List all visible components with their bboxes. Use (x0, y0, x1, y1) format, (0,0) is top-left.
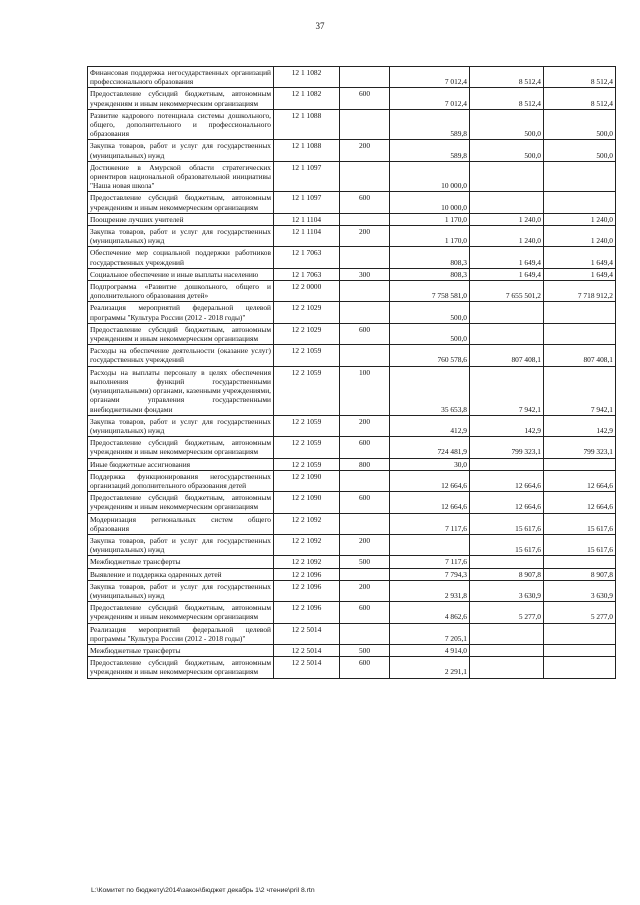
row-code: 12 2 1059 (274, 366, 340, 415)
table-row (88, 470, 616, 491)
row-value-2017: 500,0 (544, 140, 616, 161)
row-code: 12 2 1090 (274, 470, 340, 491)
row-value-2017 (544, 302, 616, 323)
row-value-2016: 1 240,0 (470, 213, 544, 225)
row-name: Закупка товаров, работ и услуг для государственных (муниципальных) нужд (88, 226, 274, 247)
row-name: Предоставление субсидий бюджетным, автономным учреждениям и иным некоммерческим организациям (88, 323, 274, 344)
row-name: Предоставление субсидий бюджетным, автономным учреждениям и иным некоммерческим организациям (88, 492, 274, 513)
row-value-2015: 12 664,6 (390, 470, 470, 491)
row-value-2016: 7 655 501,2 (470, 281, 544, 302)
row-code: 12 2 1092 (274, 513, 340, 534)
row-expense-type: 800 (340, 458, 390, 470)
row-value-2015: 724 481,9 (390, 437, 470, 458)
row-expense-type: 600 (340, 437, 390, 458)
row-code: 12 2 5014 (274, 657, 340, 678)
row-value-2016 (470, 556, 544, 568)
row-value-2017: 8 512,4 (544, 88, 616, 109)
row-code: 12 1 1097 (274, 192, 340, 213)
row-value-2015: 35 653,8 (390, 366, 470, 415)
row-value-2016: 3 630,9 (470, 580, 544, 601)
row-value-2017: 15 617,6 (544, 534, 616, 555)
table-row (88, 226, 616, 247)
page-number: 37 (315, 21, 325, 31)
row-name: Реализация мероприятий федеральной целевой программы "Культура России (2012 - 2018 годы)" (88, 302, 274, 323)
table-row (88, 302, 616, 323)
row-value-2016 (470, 623, 544, 644)
row-value-2015: 1 170,0 (390, 213, 470, 225)
row-value-2016: 500,0 (470, 140, 544, 161)
row-value-2017: 7 718 912,2 (544, 281, 616, 302)
row-expense-type: 100 (340, 366, 390, 415)
row-value-2017: 15 617,6 (544, 513, 616, 534)
table-row (88, 345, 616, 366)
budget-table (87, 66, 616, 679)
row-code: 12 2 1059 (274, 345, 340, 366)
row-code: 12 2 1092 (274, 556, 340, 568)
row-code: 12 2 1029 (274, 323, 340, 344)
row-name: Подпрограмма «Развитие дошкольного, общего и дополнительного образования детей» (88, 281, 274, 302)
table-row (88, 580, 616, 601)
table-row (88, 67, 616, 88)
row-code: 12 1 7063 (274, 268, 340, 280)
row-name: Реализация мероприятий федеральной целевой программы "Культура России (2012 - 2018 годы)" (88, 623, 274, 644)
row-expense-type: 600 (340, 192, 390, 213)
row-value-2016: 15 617,6 (470, 513, 544, 534)
row-value-2017: 142,9 (544, 415, 616, 436)
row-value-2016 (470, 644, 544, 656)
row-expense-type (340, 247, 390, 268)
row-expense-type: 500 (340, 556, 390, 568)
footer-file-path: L:\Комитет по бюджету\2014\закон\бюджет декабрь 1\2 чтение\pril 8.rtn (91, 887, 315, 894)
row-value-2017 (544, 323, 616, 344)
row-value-2016: 15 617,6 (470, 534, 544, 555)
row-name: Обеспечение мер социальной поддержки работников государственных учреждений (88, 247, 274, 268)
row-value-2016: 1 649,4 (470, 247, 544, 268)
table-row (88, 458, 616, 470)
row-value-2017: 7 942,1 (544, 366, 616, 415)
row-value-2016: 5 277,0 (470, 602, 544, 623)
row-value-2017 (544, 161, 616, 192)
row-value-2016: 7 942,1 (470, 366, 544, 415)
row-name: Предоставление субсидий бюджетным, автономным учреждениям и иным некоммерческим организациям (88, 437, 274, 458)
table-row (88, 556, 616, 568)
row-name: Иные бюджетные ассигнования (88, 458, 274, 470)
row-value-2015: 808,3 (390, 268, 470, 280)
row-expense-type: 600 (340, 88, 390, 109)
row-expense-type: 300 (340, 268, 390, 280)
row-code: 12 2 0000 (274, 281, 340, 302)
row-value-2015: 7 117,6 (390, 513, 470, 534)
row-value-2015: 760 578,6 (390, 345, 470, 366)
row-value-2015: 500,0 (390, 302, 470, 323)
table-row (88, 268, 616, 280)
row-value-2016: 807 408,1 (470, 345, 544, 366)
row-value-2016 (470, 161, 544, 192)
row-value-2015: 7 205,1 (390, 623, 470, 644)
row-value-2017 (544, 644, 616, 656)
row-value-2015: 10 000,0 (390, 161, 470, 192)
row-code: 12 2 1059 (274, 415, 340, 436)
row-value-2017 (544, 623, 616, 644)
row-expense-type: 200 (340, 226, 390, 247)
row-value-2016: 12 664,6 (470, 470, 544, 491)
row-code: 12 2 5014 (274, 644, 340, 656)
row-expense-type (340, 67, 390, 88)
row-value-2015: 500,0 (390, 323, 470, 344)
row-name: Предоставление субсидий бюджетным, автономным учреждениям и иным некоммерческим организациям (88, 657, 274, 678)
row-expense-type: 500 (340, 644, 390, 656)
row-name: Выявление и поддержка одаренных детей (88, 568, 274, 580)
table-row (88, 534, 616, 555)
row-value-2015: 7 012,4 (390, 88, 470, 109)
row-name: Закупка товаров, работ и услуг для государственных (муниципальных) нужд (88, 534, 274, 555)
table-row (88, 366, 616, 415)
row-value-2017: 12 664,6 (544, 470, 616, 491)
row-value-2016 (470, 302, 544, 323)
table-row (88, 513, 616, 534)
table-row (88, 192, 616, 213)
row-value-2017: 5 277,0 (544, 602, 616, 623)
table-row (88, 568, 616, 580)
row-value-2017: 500,0 (544, 109, 616, 140)
row-expense-type (340, 513, 390, 534)
row-value-2016 (470, 458, 544, 470)
row-name: Предоставление субсидий бюджетным, автономным учреждениям и иным некоммерческим организациям (88, 192, 274, 213)
row-value-2016: 1 649,4 (470, 268, 544, 280)
row-expense-type (340, 302, 390, 323)
row-value-2017: 799 323,1 (544, 437, 616, 458)
row-expense-type (340, 213, 390, 225)
row-value-2015: 7 012,4 (390, 67, 470, 88)
row-value-2015: 589,8 (390, 140, 470, 161)
row-value-2017 (544, 458, 616, 470)
row-code: 12 2 1096 (274, 568, 340, 580)
row-value-2016: 500,0 (470, 109, 544, 140)
table-row (88, 161, 616, 192)
row-name: Закупка товаров, работ и услуг для государственных (муниципальных) нужд (88, 140, 274, 161)
row-value-2015: 7 794,3 (390, 568, 470, 580)
row-value-2016: 1 240,0 (470, 226, 544, 247)
row-value-2017: 807 408,1 (544, 345, 616, 366)
budget-table-body (88, 67, 616, 679)
row-expense-type (340, 623, 390, 644)
table-row (88, 140, 616, 161)
table-row (88, 281, 616, 302)
row-value-2017: 1 649,4 (544, 247, 616, 268)
row-name: Предоставление субсидий бюджетным, автономным учреждениям и иным некоммерческим организациям (88, 88, 274, 109)
row-code: 12 1 1104 (274, 213, 340, 225)
row-value-2016: 12 664,6 (470, 492, 544, 513)
row-name: Межбюджетные трансферты (88, 556, 274, 568)
row-value-2017: 12 664,6 (544, 492, 616, 513)
row-value-2015: 7 758 581,0 (390, 281, 470, 302)
row-expense-type: 200 (340, 140, 390, 161)
row-value-2017: 1 240,0 (544, 213, 616, 225)
row-expense-type (340, 568, 390, 580)
row-value-2017 (544, 192, 616, 213)
table-row (88, 213, 616, 225)
row-value-2017: 8 512,4 (544, 67, 616, 88)
row-value-2017: 3 630,9 (544, 580, 616, 601)
table-row (88, 88, 616, 109)
row-value-2016: 142,9 (470, 415, 544, 436)
row-code: 12 1 1082 (274, 88, 340, 109)
row-value-2016 (470, 192, 544, 213)
row-code: 12 2 5014 (274, 623, 340, 644)
row-code: 12 2 1029 (274, 302, 340, 323)
row-code: 12 1 1082 (274, 67, 340, 88)
row-value-2016: 8 907,8 (470, 568, 544, 580)
table-row (88, 623, 616, 644)
table-row (88, 437, 616, 458)
row-value-2015: 2 931,8 (390, 580, 470, 601)
row-expense-type: 200 (340, 534, 390, 555)
table-row (88, 657, 616, 678)
row-expense-type: 200 (340, 415, 390, 436)
row-name: Расходы на обеспечение деятельности (оказание услуг) государственных учреждений (88, 345, 274, 366)
row-value-2015: 12 664,6 (390, 492, 470, 513)
row-code: 12 1 1088 (274, 109, 340, 140)
row-expense-type: 600 (340, 323, 390, 344)
row-name: Закупка товаров, работ и услуг для государственных (муниципальных) нужд (88, 415, 274, 436)
row-name: Развитие кадрового потенциала системы дошкольного, общего, дополнительного и профессионального образования (88, 109, 274, 140)
row-expense-type (340, 281, 390, 302)
row-value-2015 (390, 534, 470, 555)
row-expense-type: 600 (340, 657, 390, 678)
row-value-2015: 412,9 (390, 415, 470, 436)
row-value-2015: 808,3 (390, 247, 470, 268)
row-name: Модернизация региональных систем общего образования (88, 513, 274, 534)
row-value-2016: 8 512,4 (470, 67, 544, 88)
table-row (88, 415, 616, 436)
row-code: 12 2 1096 (274, 602, 340, 623)
row-name: Закупка товаров, работ и услуг для государственных (муниципальных) нужд (88, 580, 274, 601)
table-row (88, 109, 616, 140)
row-expense-type (340, 345, 390, 366)
row-value-2015: 1 170,0 (390, 226, 470, 247)
row-code: 12 1 1088 (274, 140, 340, 161)
row-name: Достижение в Амурской области стратегических ориентиров национальной образовательной инициативы "Наша новая школа" (88, 161, 274, 192)
row-name: Поощрение лучших учителей (88, 213, 274, 225)
row-value-2015: 10 000,0 (390, 192, 470, 213)
row-code: 12 2 1059 (274, 458, 340, 470)
row-code: 12 1 7063 (274, 247, 340, 268)
row-value-2016: 8 512,4 (470, 88, 544, 109)
row-name: Финансовая поддержка негосударственных организаций профессионального образования (88, 67, 274, 88)
row-name: Социальное обеспечение и иные выплаты населению (88, 268, 274, 280)
row-expense-type (340, 109, 390, 140)
row-value-2017: 1 240,0 (544, 226, 616, 247)
row-value-2017 (544, 556, 616, 568)
row-expense-type (340, 161, 390, 192)
row-code: 12 2 1096 (274, 580, 340, 601)
row-expense-type (340, 470, 390, 491)
row-code: 12 1 1097 (274, 161, 340, 192)
table-row (88, 247, 616, 268)
row-name: Предоставление субсидий бюджетным, автономным учреждениям и иным некоммерческим организациям (88, 602, 274, 623)
row-expense-type: 600 (340, 602, 390, 623)
row-value-2016 (470, 657, 544, 678)
table-row (88, 492, 616, 513)
table-row (88, 602, 616, 623)
table-row (88, 644, 616, 656)
row-name: Межбюджетные трансферты (88, 644, 274, 656)
row-value-2017: 1 649,4 (544, 268, 616, 280)
row-value-2015: 7 117,6 (390, 556, 470, 568)
row-name: Расходы на выплаты персоналу в целях обеспечения выполнения функций государственными (муниципальными) органами, казенными учреждениями, органами управления государственными внебюджетными фондами (88, 366, 274, 415)
row-value-2017: 8 907,8 (544, 568, 616, 580)
row-code: 12 2 1090 (274, 492, 340, 513)
row-value-2015: 4 862,6 (390, 602, 470, 623)
row-code: 12 2 1059 (274, 437, 340, 458)
row-name: Поддержка функционирования негосударственных организаций дополнительного образования детей (88, 470, 274, 491)
row-value-2016: 799 323,1 (470, 437, 544, 458)
row-value-2015: 2 291,1 (390, 657, 470, 678)
row-value-2015: 589,8 (390, 109, 470, 140)
row-expense-type: 200 (340, 580, 390, 601)
row-value-2016 (470, 323, 544, 344)
row-value-2017 (544, 657, 616, 678)
row-value-2015: 4 914,0 (390, 644, 470, 656)
row-code: 12 1 1104 (274, 226, 340, 247)
row-code: 12 2 1092 (274, 534, 340, 555)
row-expense-type: 600 (340, 492, 390, 513)
table-row (88, 323, 616, 344)
row-value-2015: 30,0 (390, 458, 470, 470)
